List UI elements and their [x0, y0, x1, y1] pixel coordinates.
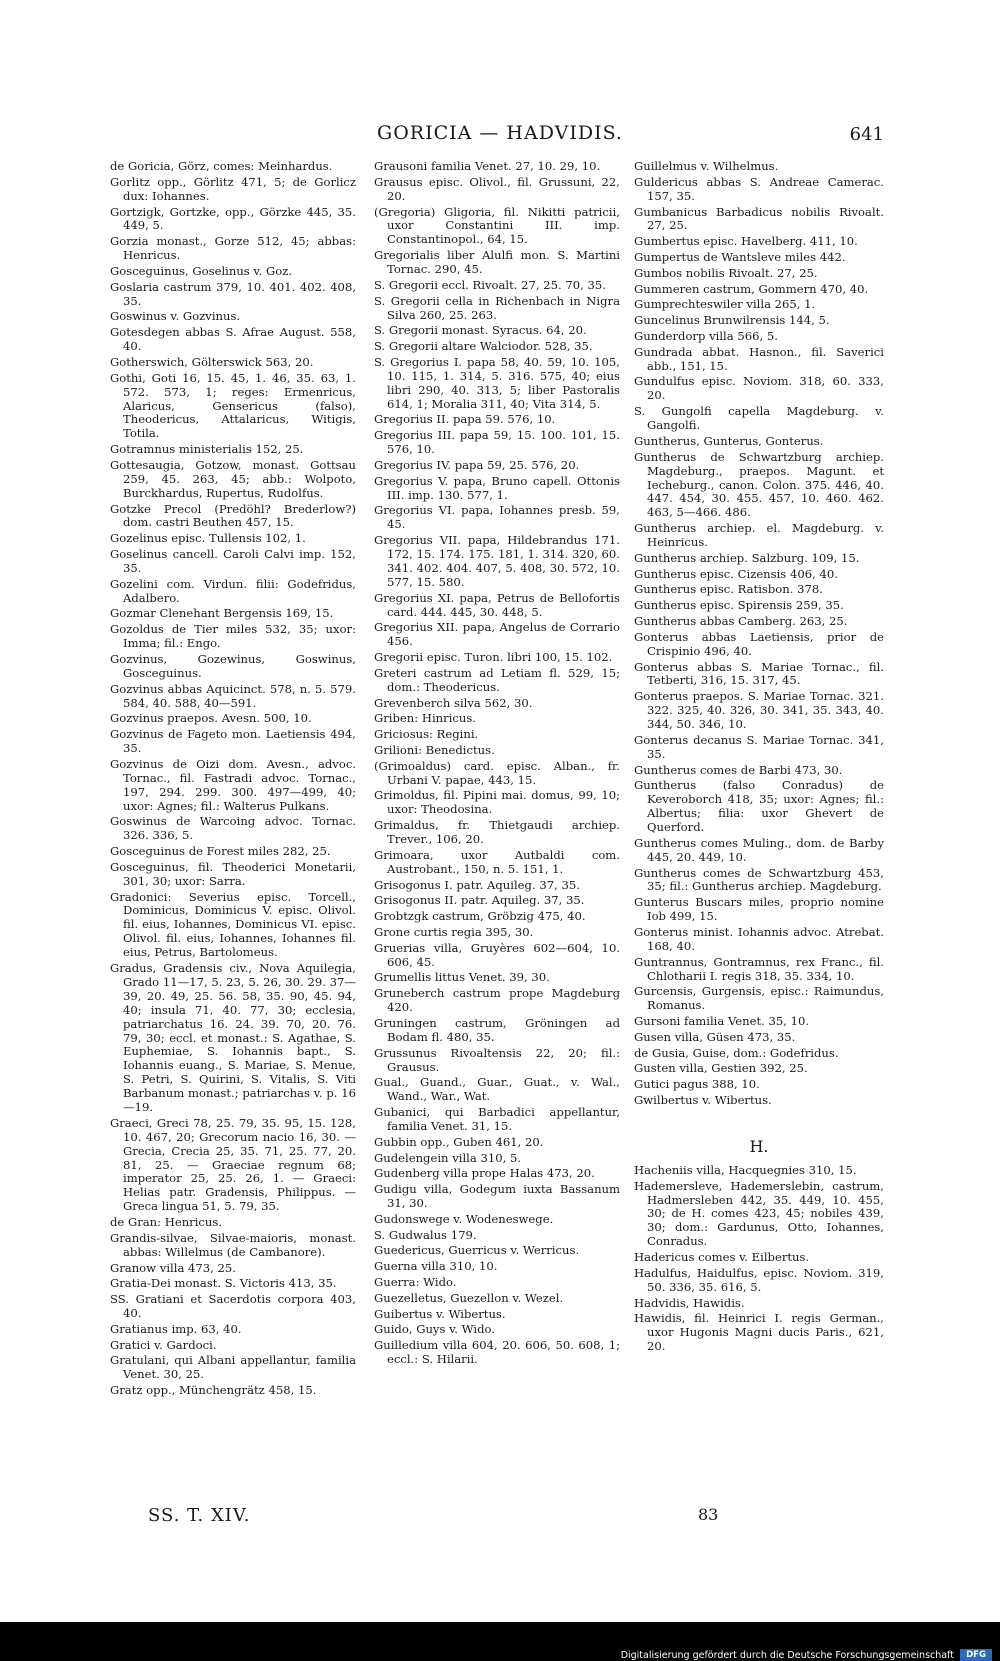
- index-entry: Guntherus abbas Camberg. 263, 25.: [634, 615, 848, 628]
- index-entry: Hadericus comes v. Eilbertus.: [634, 1251, 810, 1265]
- index-entry: de Gran: Henricus.: [110, 1216, 223, 1230]
- index-entry: Gregorius V. papa, Bruno capell. Ottonis III. imp. 130. 577, 1.: [374, 474, 620, 502]
- index-entry: Gozvinus praepos. Avesn. 500, 10.: [110, 712, 312, 726]
- index-entry: Graeci, Greci 78, 25. 79, 35. 95, 15. 128, 10. 467, 20; Grecorum nacio 16, 30. — Grecia, Crecia 25, 35. 71, 25. 77, 20. 81, 25. — Graeciae regnum 68; imperator 25, 25. 26, 1. — Graeci: Helias patr. Gradensis, Philippus. — Greca lingua 51, 5. 79, 35.: [110, 1116, 356, 1214]
- index-entry: Grevenberch silva 562, 30.: [374, 696, 533, 710]
- index-entry: Gozvinus, Gozewinus, Goswinus, Gosceguinus.: [110, 652, 356, 680]
- index-entry: Gonterus minist. Iohannis advoc. Atrebat. 168, 40.: [634, 925, 884, 953]
- index-entry: Grimoara, uxor Autbaldi com. Austrobant., 150, n. 5. 151, 1.: [374, 848, 620, 876]
- index-entry: Gusen villa, Güsen 473, 35.: [634, 1030, 796, 1044]
- index-entry: Gudonswege v. Wodeneswege.: [374, 1212, 554, 1226]
- index-entry: Gruningen castrum, Gröningen ad Bodam fl. 480, 35.: [374, 1016, 620, 1044]
- index-entry: S. Gudwalus 179.: [374, 1228, 477, 1242]
- index-entry: Gregorius VI. papa, Iohannes presb. 59, 45.: [374, 504, 620, 532]
- index-entry: Guntherus comes de Barbi 473, 30.: [634, 763, 843, 777]
- index-entry: SS. Gratiani et Sacerdotis corpora 403, 40.: [110, 1293, 356, 1321]
- index-entry: Gratici v. Gardoci.: [110, 1338, 217, 1352]
- index-entry: Gubbin opp., Guben 461, 20.: [374, 1135, 544, 1149]
- index-entry: Guldericus abbas S. Andreae Camerac. 157, 35.: [634, 175, 884, 203]
- index-entry: Guntherus comes de Schwartzburg 453, 35; fil.: Guntherus archiep. Magdeburg.: [634, 866, 884, 894]
- index-entry: Gonterus abbas S. Mariae Tornac., fil. Tetberti, 316, 15. 317, 45.: [634, 660, 884, 688]
- index-entry: Gregorius XII. papa, Angelus de Corrario 456.: [374, 621, 620, 649]
- index-entry: Granow villa 473, 25.: [110, 1261, 236, 1275]
- page-title: GORICIA — HADVIDIS.: [377, 122, 623, 144]
- index-entry: (Grimoaldus) card. episc. Alban., fr. Urbani V. papae, 443, 15.: [374, 759, 620, 787]
- index-entry: Hademersleve, Hademerslebin, castrum, Hadmersleben 442, 35. 449, 10. 455, 30; de H. comes 423, 45; nobiles 439, 30; dom.: Gardunus, Otto, Iohannes, Conradus.: [634, 1179, 884, 1249]
- index-entry: Gratulani, qui Albani appellantur, familia Venet. 30, 25.: [110, 1354, 356, 1382]
- index-entry: Gozvinus de Oizi dom. Avesn., advoc. Tornac., fil. Fastradi advoc. Tornac., 197, 294. 299. 300. 497—499, 40; uxor: Agnes; fil.: Walterus Pulkans.: [110, 757, 356, 813]
- index-entry: Gozelinus episc. Tullensis 102, 1.: [110, 532, 306, 546]
- index-entry: Gumbertus episc. Havelberg. 411, 10.: [634, 235, 858, 249]
- index-entry: Gummeren castrum, Gommern 470, 40.: [634, 282, 869, 296]
- index-entry: Gurcensis, Gurgensis, episc.: Raimundus, Romanus.: [634, 985, 884, 1013]
- page-number: 641: [849, 124, 884, 145]
- index-entry: Gregorii episc. Turon. libri 100, 15. 102.: [374, 651, 613, 665]
- index-entry: Guedericus, Guerricus v. Werricus.: [374, 1244, 580, 1258]
- index-entry: Gothi, Goti 16, 15. 45, 1. 46, 35. 63, 1. 572. 573, 1; reges: Ermenricus, Alaricus, Gensericus (falso), Theodericus, Attalaricus, Witigis, Totila.: [110, 371, 356, 441]
- index-entry: Gundulfus episc. Noviom. 318, 60. 333, 20.: [634, 375, 884, 403]
- index-entry: Grobtzgk castrum, Gröbzig 475, 40.: [374, 910, 586, 924]
- index-entry: Gumbanicus Barbadicus nobilis Rivoalt. 27, 25.: [634, 205, 884, 233]
- index-entry: (Gregoria) Gligoria, fil. Nikitti patricii, uxor Constantini III. imp. Constantinopol., 64, 15.: [374, 205, 620, 247]
- index-entry: Gumpertus de Wantsleve miles 442.: [634, 251, 846, 264]
- index-entry: Gubanici, qui Barbadici appellantur, familia Venet. 31, 15.: [374, 1106, 620, 1133]
- index-entry: Gratia-Dei monast. S. Victoris 413, 35.: [110, 1277, 337, 1291]
- digitization-credit: Digitalisierung gefördert durch die Deutsche Forschungsgemeinschaft: [620, 1650, 954, 1661]
- index-entry: Grisogonus I. patr. Aquileg. 37, 35.: [374, 878, 580, 892]
- index-entry: de Gusia, Guise, dom.: Godefridus.: [634, 1046, 839, 1060]
- index-entry: Guntherus comes Muling., dom. de Barby 445, 20. 449, 10.: [634, 836, 884, 864]
- index-entry: Griben: Hinricus.: [374, 712, 476, 726]
- index-entry: Gonterus praepos. S. Mariae Tornac. 321. 322. 325, 40. 326, 30. 341, 35. 343, 40. 344, 50. 346, 10.: [634, 690, 884, 732]
- index-entry: Guntherus episc. Spirensis 259, 35.: [634, 599, 844, 613]
- index-entry: Gosceguinus, Goselinus v. Goz.: [110, 264, 293, 278]
- index-entry: Gwilbertus v. Wibertus.: [634, 1094, 772, 1108]
- index-entry: Guezelletus, Guezellon v. Wezel.: [374, 1291, 564, 1305]
- index-entry: Gotesdegen abbas S. Afrae August. 558, 40.: [110, 326, 356, 354]
- index-entry: Gozmar Clenehant Bergensis 169, 15.: [110, 607, 334, 621]
- index-entry: Guido, Guys v. Wido.: [374, 1323, 495, 1337]
- index-entry: Grumellis littus Venet. 39, 30.: [374, 971, 550, 985]
- index-entry: Gotramnus ministerialis 152, 25.: [110, 443, 304, 457]
- index-entry: S. Gregorii monast. Syracus. 64, 20.: [374, 324, 587, 338]
- index-column-2: [374, 160, 620, 1369]
- index-entry: Gozelini com. Virdun. filii: Godefridus, Adalbero.: [110, 577, 356, 605]
- index-entry: de Goricia, Görz, comes: Meinhardus.: [110, 160, 333, 173]
- index-entry: Guntherus episc. Ratisbon. 378.: [634, 583, 823, 597]
- index-entry: Grimaldus, fr. Thietgaudi archiep. Trever., 106, 20.: [374, 819, 620, 847]
- index-entry: S. Gregorii altare Walciodor. 528, 35.: [374, 340, 593, 354]
- index-entry: Goselinus cancell. Caroli Calvi imp. 152, 35.: [110, 548, 356, 575]
- index-entry: Guncelinus Brunwilrensis 144, 5.: [634, 314, 830, 328]
- index-entry: Gudenberg villa prope Halas 473, 20.: [374, 1167, 595, 1181]
- index-entry: Grausus episc. Olivol., fil. Grussuni, 22, 20.: [374, 175, 620, 203]
- index-column-3: [634, 160, 884, 1356]
- index-entry: Hawidis, fil. Heinrici I. regis German., uxor Hugonis Magni ducis Paris., 621, 20.: [634, 1312, 884, 1354]
- index-entry: Guntherus archiep. Salzburg. 109, 15.: [634, 551, 860, 565]
- index-entry: Gunterus Buscars miles, proprio nomine Iob 499, 15.: [634, 896, 884, 924]
- index-entry: Gonterus decanus S. Mariae Tornac. 341, 35.: [634, 733, 884, 761]
- index-entry: Gorlitz opp., Görlitz 471, 5; de Gorlicz dux: Iohannes.: [110, 175, 356, 203]
- index-entry: Gotherswich, Gölterswick 563, 20.: [110, 355, 314, 369]
- index-entry: Grone curtis regia 395, 30.: [374, 925, 534, 939]
- index-entry: Hacheniis villa, Hacquegnies 310, 15.: [634, 1163, 857, 1177]
- index-entry: S. Gregorius I. papa 58, 40. 59, 10. 105, 10. 115, 1. 314, 5. 316. 575, 40; eius libri 290, 40. 313, 5; liber Pastoralis 614, 1; Moralia 311, 40; Vita 314, 5.: [374, 355, 620, 411]
- index-entry: Guerra: Wido.: [374, 1276, 457, 1290]
- section-h-entries: [634, 1164, 884, 1354]
- volume-label: SS. T. XIV.: [148, 1505, 251, 1526]
- index-entry: Grussunus Rivoaltensis 22, 20; fil.: Grausus.: [374, 1046, 620, 1074]
- index-entry: Gortzigk, Gortzke, opp., Görzke 445, 35. 449, 5.: [110, 205, 356, 233]
- index-entry: Gumprechteswiler villa 265, 1.: [634, 298, 816, 312]
- index-entry: Grilioni: Benedictus.: [374, 743, 495, 757]
- index-entry: Guntherus de Schwartzburg archiep. Magdeburg., praepos. Magunt. et Iecheburg., canon. Colon. 375. 446, 40. 447. 454, 30. 455. 457, 10. 460. 462. 463, 5—466. 486.: [634, 450, 884, 520]
- index-entry: Gregorius III. papa 59, 15. 100. 101, 15. 576, 10.: [374, 429, 620, 457]
- index-entry: Guntherus, Gunterus, Gonterus.: [634, 434, 824, 448]
- index-entry: Guillelmus v. Wilhelmus.: [634, 160, 779, 173]
- index-entry: Gradus, Gradensis civ., Nova Aquilegia, Grado 11—17, 5. 23, 5. 26, 30. 29. 37—39, 20. 49, 25. 56. 58, 35. 90, 45. 94, 40; insula 71, 40. 77, 30; ecclesia, patriarchatus 16. 24. 39. 70, 20. 76. 79, 30; eccl. et monast.: S. Agathae, S. Euphemiae, S. Iohannis bapt., S. Iohannis euang., S. Mariae, S. Menue, S. Petri, S. Quirini, S. Vitalis, S. Viti Barbanum monast.; patriarchas v. p. 16—19.: [110, 961, 356, 1115]
- index-entry: Guntherus archiep. el. Magdeburg. v. Heinricus.: [634, 522, 884, 550]
- index-entry: Gotzke Precol (Predöhl? Brederlow?) dom. castri Beuthen 457, 15.: [110, 502, 356, 530]
- index-entry: Gumbos nobilis Rivoalt. 27, 25.: [634, 266, 818, 280]
- index-entry: Gursoni familia Venet. 35, 10.: [634, 1015, 810, 1029]
- index-entry: Gosceguinus de Forest miles 282, 25.: [110, 845, 331, 859]
- index-entry: Gottesaugia, Gotzow, monast. Gottsau 259, 45. 263, 45; abb.: Wolpoto, Burckhardus, Rupertus, Rudolfus.: [110, 458, 356, 500]
- index-entry: Guerna villa 310, 10.: [374, 1260, 498, 1274]
- index-entry: Griciosus: Regini.: [374, 728, 479, 742]
- index-entry: Gruneberch castrum prope Magdeburg 420.: [374, 987, 620, 1015]
- index-entry: Gudigu villa, Godegum iuxta Bassanum 31, 30.: [374, 1183, 620, 1211]
- dfg-logo: DFG: [960, 1649, 992, 1661]
- index-entry: Gregorius II. papa 59. 576, 10.: [374, 413, 556, 427]
- index-column-3-entries: [634, 160, 884, 1108]
- index-entry: Grausoni familia Venet. 27, 10. 29, 10.: [374, 160, 601, 173]
- index-entry: Gunderdorp villa 566, 5.: [634, 329, 778, 343]
- index-entry: Goswinus v. Gozvinus.: [110, 310, 241, 324]
- section-heading-h: H.: [749, 1136, 769, 1156]
- index-entry: Grimoldus, fil. Pipini mai. domus, 99, 10; uxor: Theodosina.: [374, 789, 620, 817]
- index-entry: Gudelengein villa 310, 5.: [374, 1151, 522, 1165]
- index-entry: Grisogonus II. patr. Aquileg. 37, 35.: [374, 894, 585, 908]
- index-entry: Guntherus episc. Cizensis 406, 40.: [634, 567, 838, 581]
- index-entry: Gregorius IV. papa 59, 25. 576, 20.: [374, 458, 580, 472]
- sheet-signature: 83: [698, 1505, 719, 1524]
- index-entry: Gozvinus de Fageto mon. Laetiensis 494, 35.: [110, 728, 356, 756]
- index-entry: Gusten villa, Gestien 392, 25.: [634, 1062, 808, 1076]
- index-entry: Guntherus (falso Conradus) de Keveroborch 418, 35; uxor: Agnes; fil.: Albertus; filia: uxor Ghevert de Querford.: [634, 779, 884, 835]
- index-entry: Gratz opp., Münchengrätz 458, 15.: [110, 1384, 317, 1398]
- index-entry: Hadulfus, Haidulfus, episc. Noviom. 319, 50. 336, 35. 616, 5.: [634, 1266, 884, 1294]
- index-entry: Gregorialis liber Alulfi mon. S. Martini Tornac. 290, 45.: [374, 249, 620, 277]
- index-entry: Gruerias villa, Gruyères 602—604, 10. 606, 45.: [374, 941, 620, 969]
- index-column-1: [110, 160, 356, 1400]
- index-entry: Gundrada abbat. Hasnon., fil. Saverici abb., 151, 15.: [634, 345, 884, 373]
- index-entry: Gradonici: Severius episc. Torcell., Dominicus, Dominicus V. episc. Olivol. fil. eius, Iohannes, Dominicus VI. episc. Olivol. fil. eius, Iohannes, Iohannes fil. eius, Petrus, Bartolomeus.: [110, 890, 356, 960]
- index-entry: S. Gregorii cella in Richenbach in Nigra Silva 260, 25. 263.: [374, 294, 620, 322]
- index-entry: S. Gregorii eccl. Rivoalt. 27, 25. 70, 35.: [374, 278, 606, 292]
- index-entry: Grandis-silvae, Silvae-maioris, monast. abbas: Willelmus (de Cambanore).: [110, 1231, 356, 1259]
- index-entry: Gual., Guand., Guar., Guat., v. Wal., Wand., War., Wat.: [374, 1076, 620, 1104]
- index-entry: Gratianus imp. 63, 40.: [110, 1322, 242, 1336]
- index-entry: Gorzia monast., Gorze 512, 45; abbas: Henricus.: [110, 235, 356, 263]
- index-entry: Guibertus v. Wibertus.: [374, 1307, 506, 1321]
- index-entry: Guilledium villa 604, 20. 606, 50. 608, 1; eccl.: S. Hilarii.: [374, 1339, 620, 1367]
- index-entry: Gregorius VII. papa, Hildebrandus 171. 172, 15. 174. 175. 181, 1. 314. 320, 60. 341. 402. 404. 407, 5. 408, 30. 572, 10. 577, 15. 580.: [374, 534, 620, 589]
- index-entry: Gonterus abbas Laetiensis, prior de Crispinio 496, 40.: [634, 630, 884, 658]
- index-entry: Gosceguinus, fil. Theoderici Monetarii, 301, 30; uxor: Sarra.: [110, 860, 356, 888]
- index-entry: Guntrannus, Gontramnus, rex Franc., fil. Chlotharii I. regis 318, 35. 334, 10.: [634, 955, 884, 983]
- index-entry: Goslaria castrum 379, 10. 401. 402. 408, 35.: [110, 280, 356, 308]
- index-entry: Hadvidis, Hawidis.: [634, 1296, 745, 1310]
- index-entry: Goswinus de Warcoing advoc. Tornac. 326. 336, 5.: [110, 815, 356, 843]
- index-entry: Gregorius XI. papa, Petrus de Bellofortis card. 444. 445, 30. 448, 5.: [374, 591, 620, 619]
- index-entry: Gozvinus abbas Aquicinct. 578, n. 5. 579. 584, 40. 588, 40—591.: [110, 682, 356, 710]
- index-entry: Gozoldus de Tier miles 532, 35; uxor: Imma; fil.: Engo.: [110, 623, 356, 651]
- index-entry: Greteri castrum ad Letiam fl. 529, 15; dom.: Theodericus.: [374, 666, 620, 694]
- index-entry: Gutici pagus 388, 10.: [634, 1078, 760, 1092]
- index-entry: S. Gungolfi capella Magdeburg. v. Gangolfi.: [634, 405, 884, 433]
